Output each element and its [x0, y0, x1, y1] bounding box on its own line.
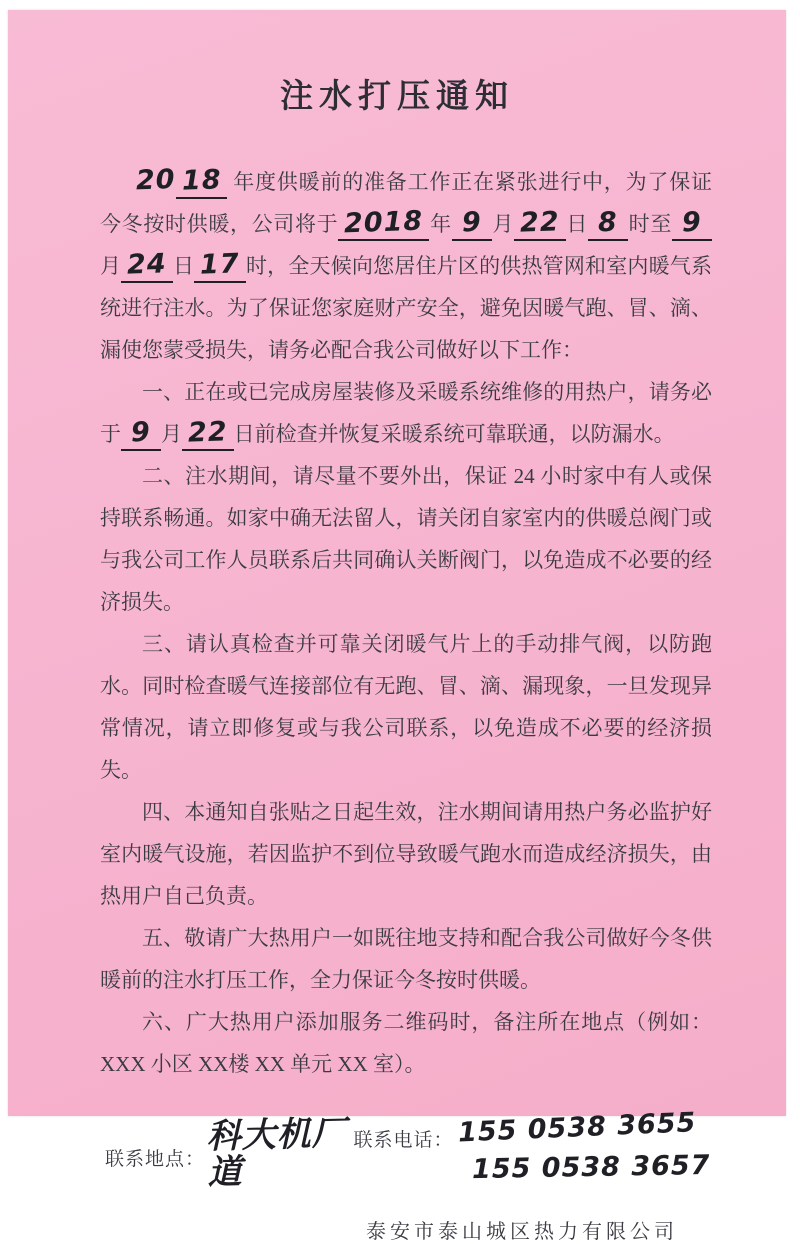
handwritten-value: 17 [199, 248, 241, 281]
notice-paragraph [100, 791, 712, 917]
notice-text: 月 [161, 422, 182, 446]
handwritten-value: 22 [187, 416, 229, 449]
fill-in-blank [176, 164, 228, 199]
fill-in-blank [452, 206, 492, 241]
notice-text: 日 [565, 212, 589, 236]
contact-location [105, 1111, 354, 1193]
contact-phone-number-1: 155 0538 3655 [456, 1107, 697, 1149]
notice-text: 六、广大热用户添加服务二维码时，备注所在地点（例如：XXX 小区 XX楼 XX 单元 XX 室）。 [100, 1010, 712, 1076]
contact-phone-number-2: 155 0538 3657 [471, 1149, 711, 1186]
notice-body [8, 161, 786, 1085]
notice-paragraph [100, 1001, 712, 1085]
notice-paragraph [100, 161, 712, 371]
notice-paragraph [100, 623, 712, 791]
notice-text: 二、注水期间，请尽量不要外出，保证 24 小时家中有人或保持联系畅通。如家中确无法留人，请关闭自家室内的供暖总阀门或与我公司工作人员联系后共同确认关断阀门，以免造成不必要的经济损失。 [100, 464, 712, 614]
notice-text: 三、请认真检查并可靠关闭暖气片上的手动排气阀，以防跑水。同时检查暖气连接部位有无跑、冒、滴、漏现象，一旦发现异常情况，请立即修复或与我公司联系，以免造成不必要的经济损失。 [100, 632, 712, 782]
notice-text: 时至 [628, 212, 673, 236]
fill-in-blank [672, 206, 712, 241]
fill-in-blank [514, 206, 566, 241]
notice-text: 日前检查并恢复采暖系统可靠联通，以防漏水。 [233, 422, 675, 446]
notice-text: 月 [100, 254, 122, 278]
handwritten-value: 9 [461, 206, 483, 239]
contact-row [8, 1107, 786, 1193]
handwritten-value: 24 [126, 248, 168, 281]
handwritten-value: 8 [597, 206, 619, 239]
notice-text: 五、敬请广大热用户一如既往地支持和配合我公司做好今冬供暖前的注水打压工作，全力保证今冬按时供暖。 [100, 926, 712, 992]
handwritten-value: 9 [681, 206, 703, 239]
contact-location-label: 联系地点： [105, 1148, 206, 1170]
fill-in-blank [121, 416, 161, 451]
notice-text: 四、本通知自张贴之日起生效，注水期间请用热户务必监护好室内暖气设施，若因监护不到位导致暖气跑水而造成经济损失，由热用户自己负责。 [100, 800, 712, 908]
handwritten-value: 9 [130, 416, 152, 449]
notice-text: 一、正在或已完成房屋装修及采暖系统维修的用热户，请务必于 [100, 380, 712, 446]
company-name: 泰安市泰山城区热力有限公司 [366, 1221, 678, 1243]
handwritten-value: 20 [135, 164, 177, 197]
contact-phone-values [456, 1107, 711, 1186]
notice-text: 月 [491, 212, 515, 236]
notice-text: 时，全天候向您居住片区的供热管网和室内暖气系统进行注水。为了保证您家庭财产安全，避免因暖气跑、冒、滴、漏使您蒙受损失，请务必配合我公司做好以下工作： [100, 254, 713, 362]
handwritten-value: 22 [519, 206, 561, 239]
contact-location-value: 科大机厂道 [206, 1113, 348, 1193]
contact-phone-label: 联系电话： [353, 1130, 454, 1151]
fill-in-blank [194, 248, 246, 283]
notice-paper [8, 10, 786, 1243]
handwritten-value: 18 [181, 164, 222, 197]
notice-title: 注水打压通知 [280, 79, 514, 115]
notice-text: 日 [172, 254, 195, 278]
contact-phone [353, 1107, 711, 1186]
handwritten-value: 2018 [343, 205, 424, 240]
fill-in-blank [121, 248, 173, 283]
notice-paragraph [100, 455, 712, 623]
notice-paragraph [100, 917, 712, 1001]
notice-text: 年度供暖前的准备工作正在紧张进行中，为了保证今冬按时供暖，公司将于 [100, 170, 712, 236]
fill-in-blank [588, 206, 628, 241]
notice-paragraph [100, 371, 712, 455]
notice-text: 年 [429, 212, 452, 236]
fill-in-blank [338, 205, 429, 241]
fill-in-blank [182, 416, 234, 451]
